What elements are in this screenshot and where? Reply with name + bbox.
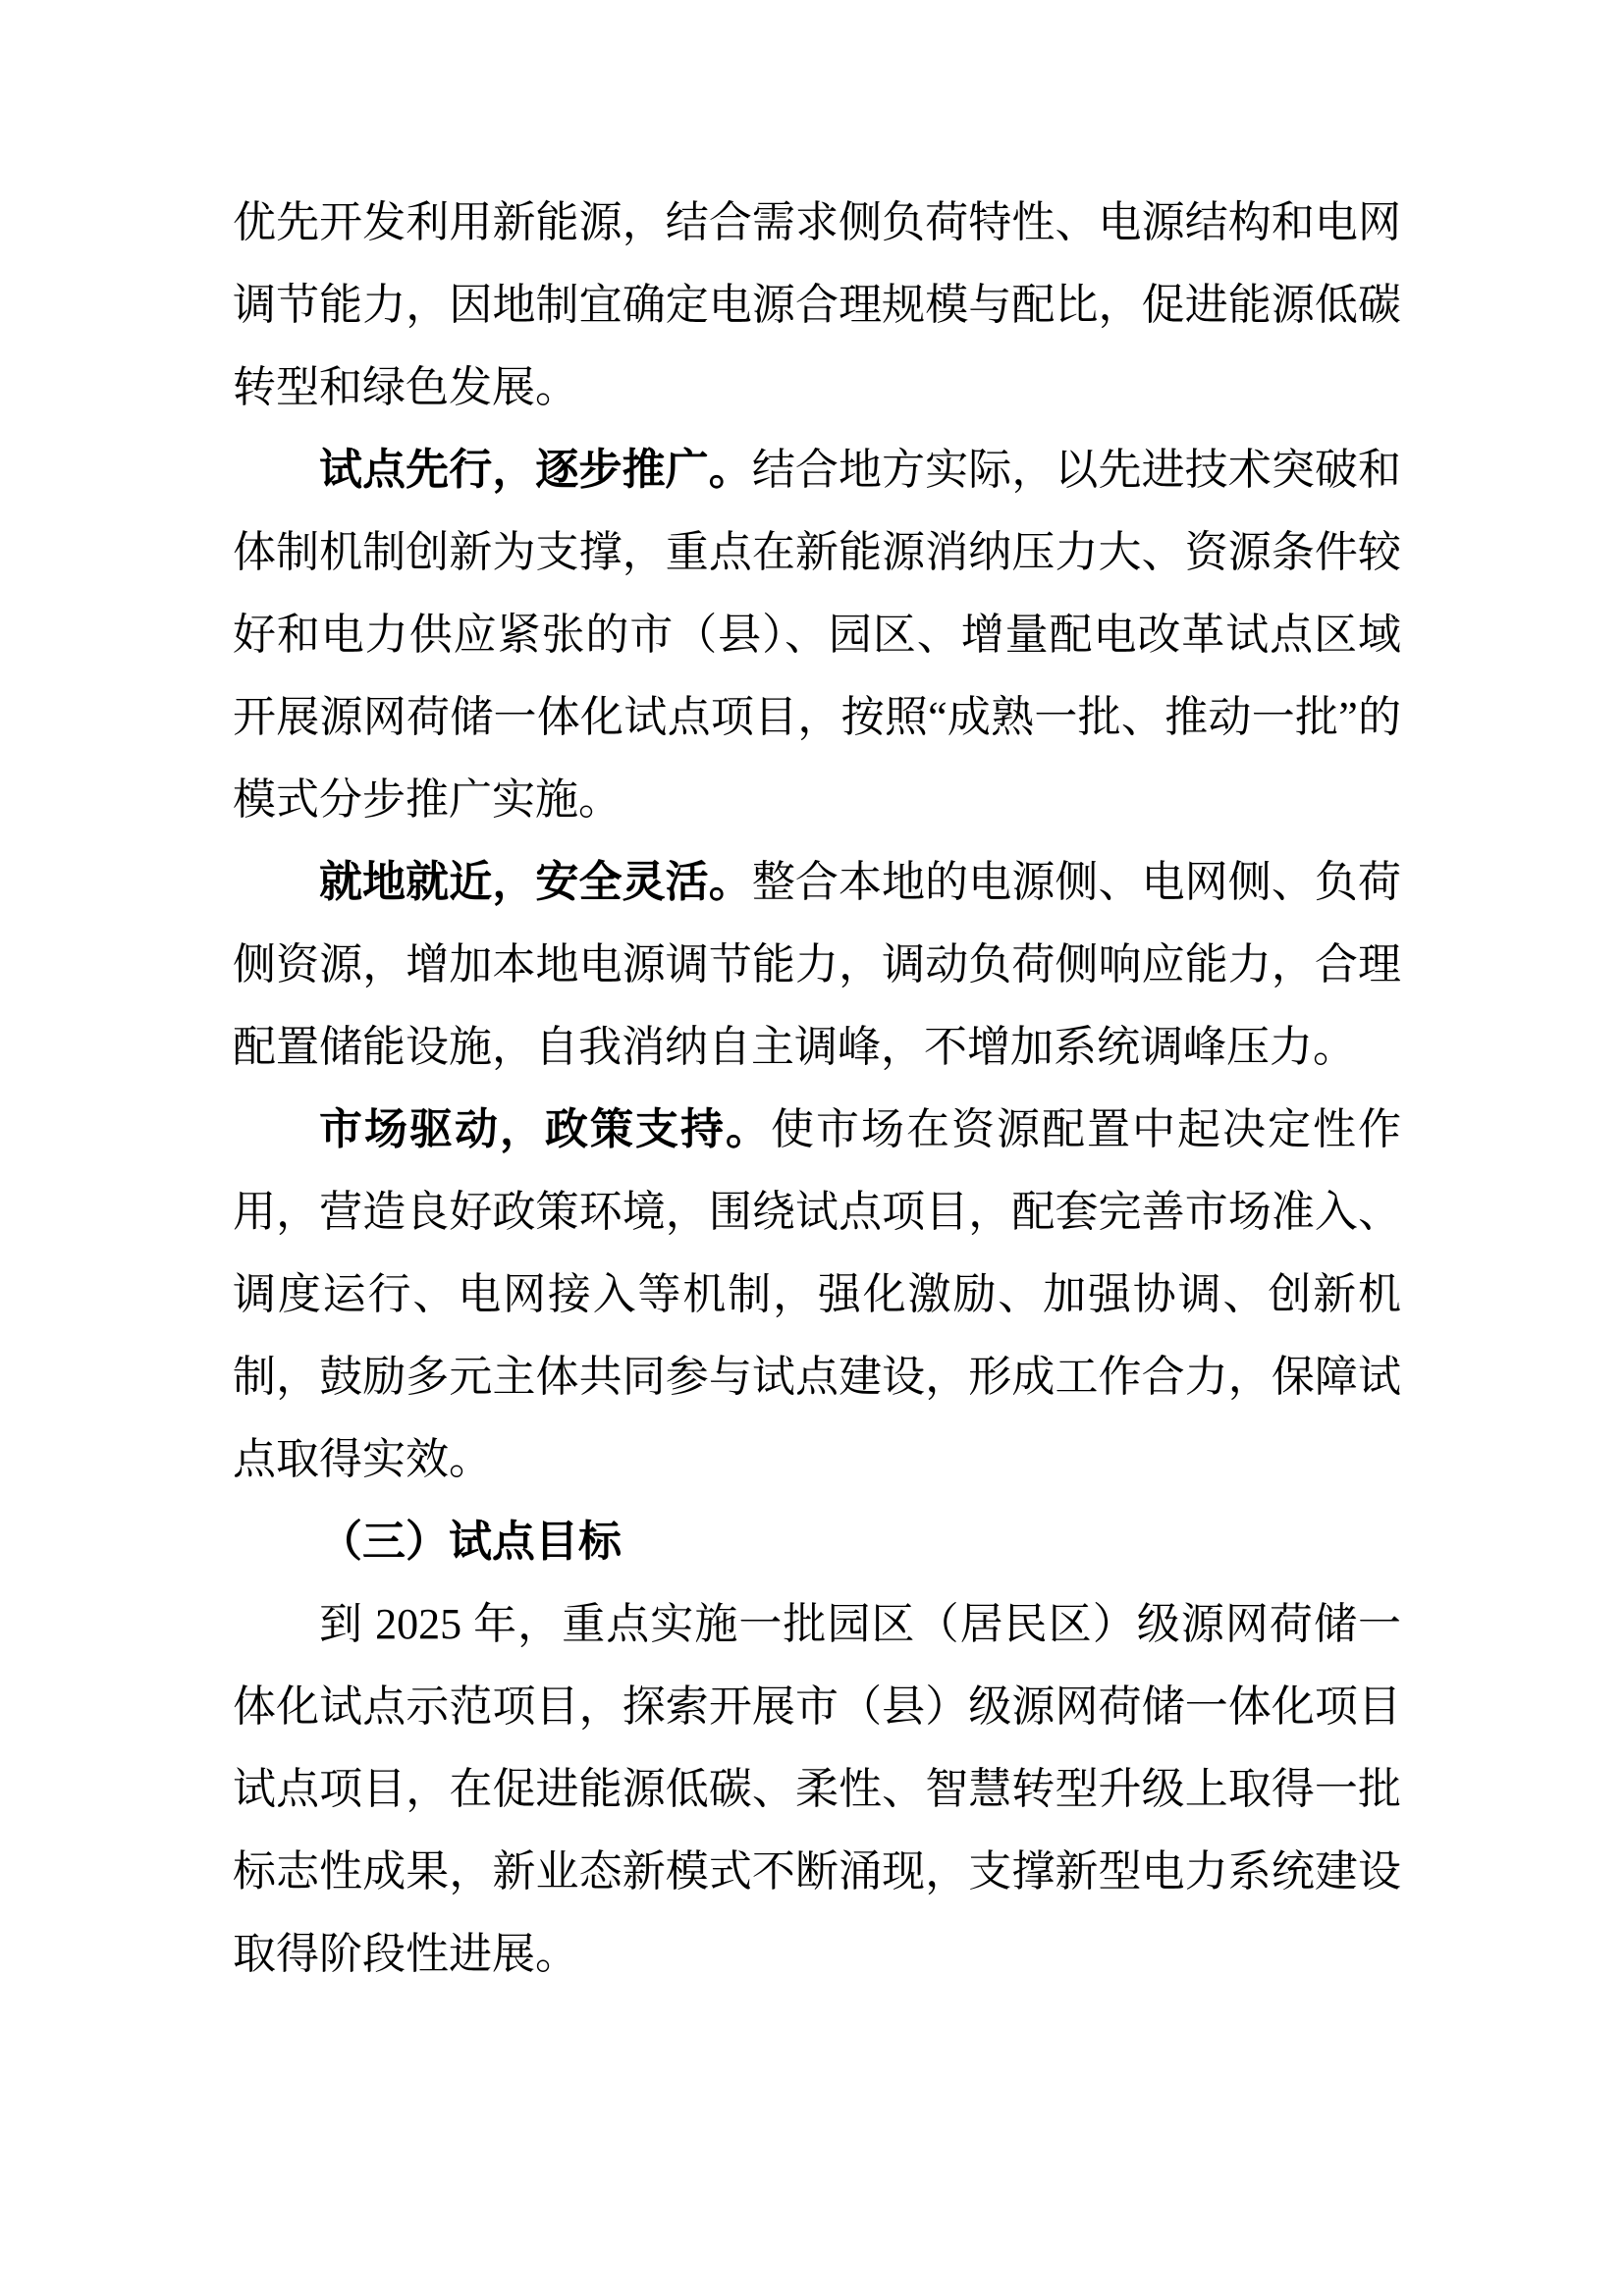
paragraph-continuation bbox=[233, 182, 1401, 429]
paragraph-lead: 市场驱动，政策支持。 bbox=[319, 1105, 771, 1153]
paragraph-text: 优先开发利用新能源，结合需求侧负荷特性、电源结构和电网调节能力，因地制宜确定电源合理规模与配比，促进能源低碳转型和绿色发展。 bbox=[233, 198, 1401, 411]
heading-text: （三）试点目标 bbox=[319, 1518, 622, 1566]
paragraph-text: 使市场在资源配置中起决定性作用，营造良好政策环境，围绕试点项目，配套完善市场准入、调度运行、电网接入等机制，强化激励、加强协调、创新机制，鼓励多元主体共同参与试点建设，形成工作合力，保障试点取得实效。 bbox=[233, 1105, 1401, 1483]
paragraph-lead: 就地就近，安全灵活。 bbox=[319, 858, 752, 906]
paragraph-text: 到 2025 年，重点实施一批园区（居民区）级源网荷储一体化试点示范项目，探索开展市（县）级源网荷储一体化项目试点项目，在促进能源低碳、柔性、智慧转型升级上取得一批标志性成果，新业态新模式不断涌现，支撑新型电力系统建设取得阶段性进展。 bbox=[233, 1600, 1401, 1978]
paragraph-local-safe bbox=[233, 841, 1401, 1089]
paragraph-market-driven bbox=[233, 1089, 1401, 1501]
paragraph-pilot-first bbox=[233, 429, 1401, 841]
paragraph-2025-goals bbox=[233, 1583, 1401, 1996]
section-heading-pilot-goals bbox=[233, 1501, 1401, 1583]
paragraph-lead: 试点先行，逐步推广。 bbox=[319, 446, 752, 494]
paragraph-text: 结合地方实际，以先进技术突破和体制机制创新为支撑，重点在新能源消纳压力大、资源条件较好和电力供应紧张的市（县）、园区、增量配电改革试点区域开展源网荷储一体化试点项目，按照“成熟一批、推动一批”的模式分步推广实施。 bbox=[233, 446, 1402, 824]
paragraph-text: 整合本地的电源侧、电网侧、负荷侧资源，增加本地电源调节能力，调动负荷侧响应能力，合理配置储能设施，自我消纳自主调峰，不增加系统调峰压力。 bbox=[233, 858, 1402, 1071]
